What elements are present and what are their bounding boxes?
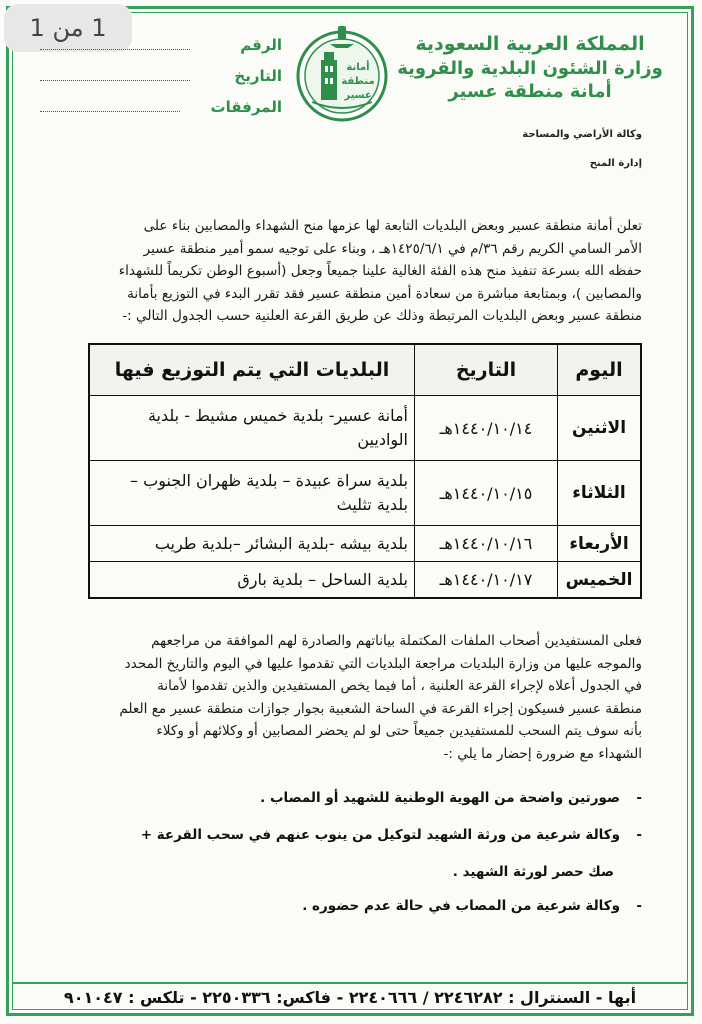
ref-attachments-dots <box>40 110 180 112</box>
ref-date-label: التاريخ <box>234 67 282 85</box>
dash-icon: - <box>636 827 642 843</box>
letterhead-ministry: وزارة الشئون البلدية والقروية <box>397 57 663 79</box>
row-date: ١٤٤٠/١٠/١٧هـ <box>415 562 558 598</box>
ref-date-dots <box>40 79 190 81</box>
intro-line: حفظه الله بسرعة تنفيذ منح هذه الفئة الغالية علينا جميعاً وجعل (أسبوع الوطن تكريماً للشهداء <box>118 263 642 279</box>
intro-line: منطقة عسير وبعض البلديات المرتبطة وذلك عن طريق القرعة العلنية حسب الجدول التالي :- <box>122 308 642 324</box>
row-date: ١٤٤٠/١٠/١٤هـ <box>415 396 558 461</box>
logo-text-bottom: عسير <box>344 90 372 101</box>
dash-icon: - <box>636 898 642 914</box>
list-item: - وكالة شرعية من المصاب في حالة عدم حضوره . <box>302 898 642 914</box>
ref-number-dots <box>40 48 190 50</box>
row-municipalities: بلدية الساحل – بلدية بارق <box>89 562 415 598</box>
row-date: ١٤٤٠/١٠/١٦هـ <box>415 526 558 562</box>
instructions-line: الشهداء مع ضرورة إحضار ما يلي :- <box>443 745 642 762</box>
table-row <box>89 396 641 461</box>
intro-line: والمصابين )، وبمتابعة مباشرة من سعادة أمين منطقة عسير فقد تقرر البدء في التوزيع بأمانة <box>127 285 642 302</box>
header-date: التاريخ <box>415 344 558 396</box>
instructions-paragraph <box>62 630 642 765</box>
intro-line: الأمر السامي الكريم رقم ٣٦/م في ١٤٢٥/٦/١هـ ، وبناء على توجيه سمو أمير منطقة عسير <box>143 240 642 257</box>
department-line: وكالة الأراضي والمساحة <box>522 129 642 140</box>
row-municipalities: بلدية بيشه -بلدية البشائر –بلدية طريب <box>89 526 415 562</box>
instructions-line: بأنه سوف يتم السحب للمستفيدين جميعاً حتى لو لم يحضر المصابين أو وكلائهم أو وكلاء <box>156 723 642 739</box>
municipality-logo <box>296 22 388 128</box>
logo-text-middle: منطقة <box>341 76 375 87</box>
reference-labels <box>188 30 282 123</box>
row-day: الاثنين <box>558 396 642 461</box>
header-municipalities: البلديات التي يتم التوزيع فيها <box>89 344 415 396</box>
instructions-line: منطقة عسير فسيكون إجراء القرعة في الساحة الشعبية بجوار جوازات منطقة عسير مع العلم <box>119 700 642 717</box>
table-row <box>89 526 641 562</box>
logo-text-top: أمانة <box>346 62 370 73</box>
letterhead <box>380 32 680 103</box>
page-indicator: 1 من 1 <box>4 4 132 52</box>
section-line: إدارة المنح <box>589 158 642 169</box>
intro-paragraph <box>62 215 642 328</box>
intro-line: تعلن أمانة منطقة عسير وبعض البلديات التابعة لها عزمها منح الشهداء والمصابين بناء على <box>143 218 642 234</box>
row-day: الخميس <box>558 562 642 598</box>
instructions-line: فعلى المستفيدين أصحاب الملفات المكتملة بياناتهم والصادرة لهم الموافقة من مراجعهم <box>151 633 642 649</box>
list-item: - وكالة شرعية من ورثة الشهيد لتوكيل من ينوب عنهم في سحب القرعة + <box>140 827 642 843</box>
instructions-line: في الجدول أعلاه لإجراء القرعة العلنية ، أما فيما يخص المستفيدين والذين تقدموا لأمانة <box>157 678 642 694</box>
row-day: الثلاثاء <box>558 461 642 526</box>
letterhead-kingdom: المملكة العربية السعودية <box>415 33 645 55</box>
footer-contact: أبها - السنترال : ٢٢٤٦٢٨٢ / ٢٢٤٠٦٦٦ - فاكس: ٢٢٥٠٣٣٦ - تلكس : ٩٠١٠٤٧ <box>63 988 637 1007</box>
row-date: ١٤٤٠/١٠/١٥هـ <box>415 461 558 526</box>
ref-attachments-label: المرفقات <box>210 98 282 116</box>
letterhead-municipality: أمانة منطقة عسير <box>448 81 612 103</box>
ref-number-label: الرقم <box>240 36 282 54</box>
table-row <box>89 562 641 598</box>
row-municipalities: بلدية سراة عبيدة – بلدية ظهران الجنوب – بلدية تثليث <box>89 461 415 526</box>
row-day: الأربعاء <box>558 526 642 562</box>
header-day: اليوم <box>558 344 642 396</box>
row-municipalities: أمانة عسير- بلدية خميس مشيط - بلدية الواديين <box>89 396 415 461</box>
dash-icon: - <box>636 790 642 806</box>
table-row <box>89 461 641 526</box>
distribution-table <box>88 343 642 599</box>
table-header-row <box>89 344 641 396</box>
list-item: صك حصر لورثة الشهيد . <box>452 864 614 880</box>
list-item: - صورتين واضحة من الهوية الوطنية للشهيد أو المصاب . <box>260 790 642 806</box>
instructions-line: والموجه عليها من وزارة البلديات مراجعة البلديات التي تقدموا عليها في اليوم والتاريخ المحدد <box>124 655 642 672</box>
